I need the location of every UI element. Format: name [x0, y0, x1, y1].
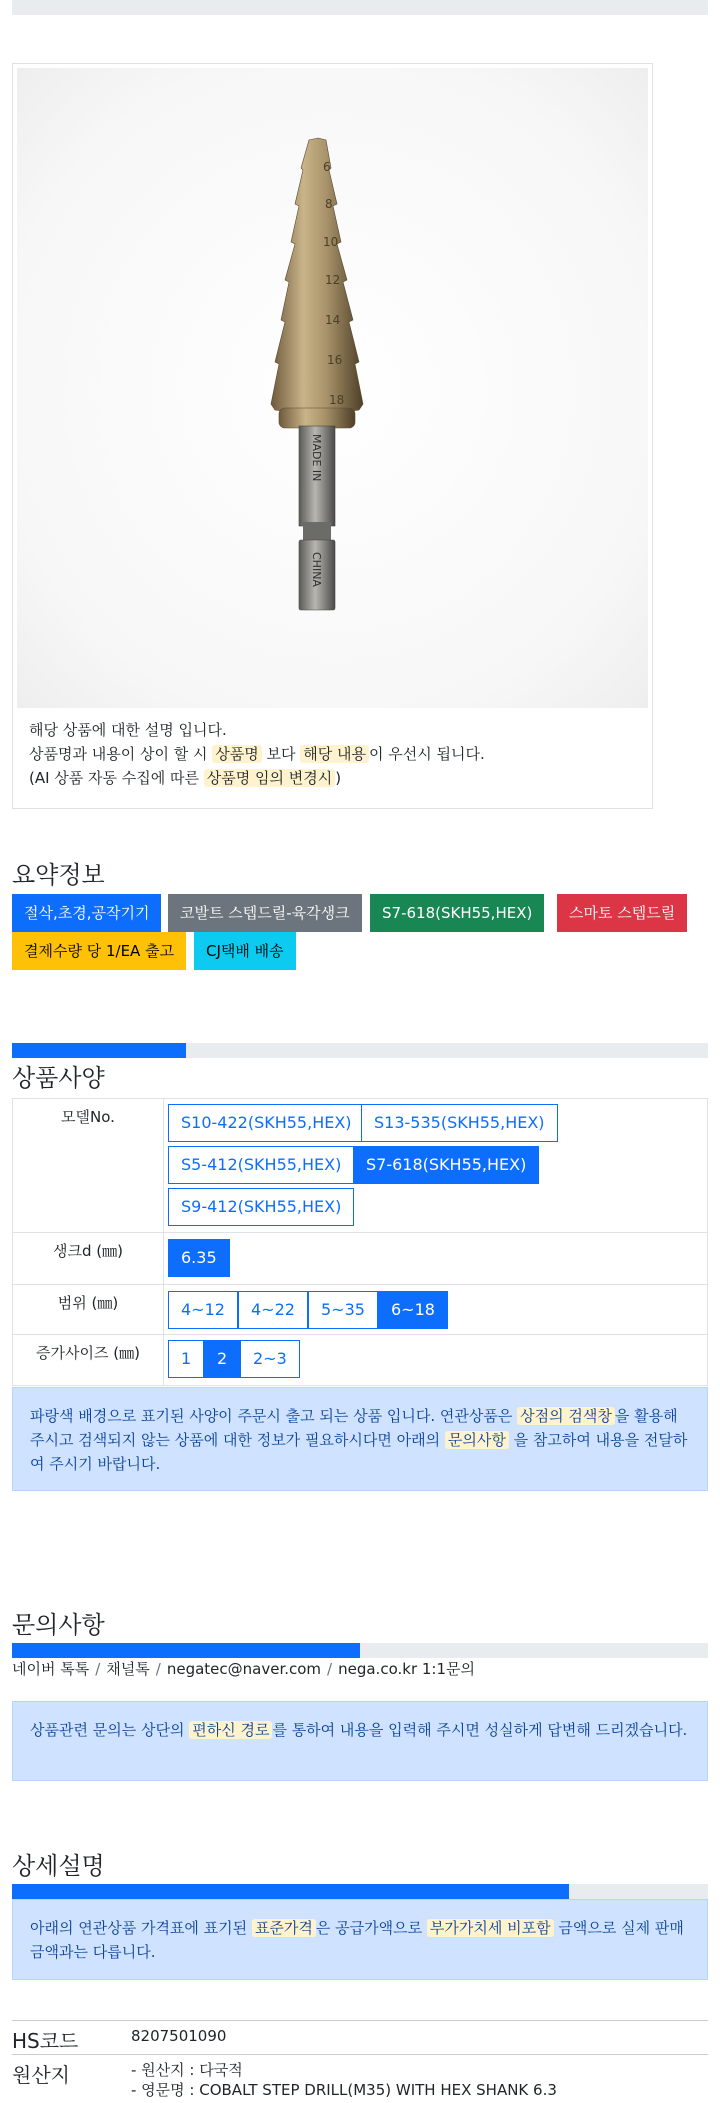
image-caption	[29, 718, 639, 790]
inquiry-title: 문의사항	[12, 1611, 105, 1639]
badge-shipping: CJ택배 배송	[194, 932, 296, 970]
badge-brand: 스마토 스텝드릴	[557, 894, 687, 932]
spec-notice	[12, 1387, 708, 1491]
highlight-route: 편하신 경로	[189, 1721, 272, 1739]
info-line: 8207501090	[131, 2027, 227, 2045]
highlight-vat: 부가가치세 비포함	[427, 1919, 554, 1937]
detail-notice	[12, 1899, 708, 1980]
contact-channel-talk[interactable]: 채널톡	[106, 1660, 150, 1678]
spec-label: 생크d (㎜)	[12, 1233, 164, 1284]
option-range[interactable]: 5~35	[308, 1291, 378, 1329]
notice-text: 금액으로 실제 판매금액과는 다릅니다.	[30, 1919, 684, 1961]
badge-quantity: 결제수량 당 1/EA 출고	[12, 932, 186, 970]
spec-options	[164, 1233, 708, 1284]
caption-text: 보다	[261, 745, 301, 763]
inquiry-progress-bar	[12, 1643, 708, 1658]
step-mark: 8	[325, 197, 333, 211]
detail-title: 상세설명	[12, 1852, 105, 1880]
info-row-hs-code	[12, 2020, 708, 2054]
separator: /	[155, 1660, 161, 1678]
option-model[interactable]: S9-412(SKH55,HEX)	[168, 1188, 354, 1226]
step-drill-illustration	[17, 68, 648, 708]
option-range-selected[interactable]: 6~18	[378, 1291, 448, 1329]
spec-progress-fill	[12, 1043, 186, 1058]
option-model-selected[interactable]: S7-618(SKH55,HEX)	[353, 1146, 539, 1184]
summary-title: 요약정보	[12, 861, 105, 889]
step-mark: 16	[327, 353, 343, 367]
info-line: - 원산지 : 다국적	[131, 2061, 243, 2079]
spec-row-step	[12, 1334, 708, 1386]
notice-text: 아래의 연관상품 가격표에 표기된	[30, 1919, 252, 1937]
spec-options	[164, 1335, 708, 1385]
notice-text: 은 공급가액으로	[315, 1919, 427, 1937]
option-shank-selected[interactable]: 6.35	[168, 1239, 230, 1277]
spec-label: 범위 (㎜)	[12, 1285, 164, 1334]
highlight-inquiry: 문의사항	[445, 1431, 509, 1449]
option-step[interactable]: 2~3	[240, 1340, 300, 1378]
spec-options	[164, 1285, 708, 1334]
spec-row-shank	[12, 1232, 708, 1284]
option-model[interactable]: S13-535(SKH55,HEX)	[361, 1104, 558, 1142]
contact-email[interactable]: negatec@naver.com	[166, 1660, 322, 1678]
notice-text: 상품관련 문의는 상단의	[30, 1721, 190, 1739]
option-range[interactable]: 4~22	[238, 1291, 308, 1329]
caption-line	[29, 742, 639, 766]
step-mark: 12	[325, 273, 341, 287]
notice-text: 을 활용해 주시고 검색되지 않는 상품에 대한 정보가 필요하시다면 아래의	[30, 1407, 678, 1449]
notice-text: 파랑색 배경으로 표기된 사양이 주문시 출고 되는 상품 입니다. 연관상품은	[30, 1407, 518, 1425]
spec-row-range	[12, 1284, 708, 1334]
separator: /	[95, 1660, 101, 1678]
caption-text: )	[335, 769, 342, 787]
highlight-name-change: 상품명 임의 변경시	[204, 769, 335, 787]
step-mark: 6	[323, 160, 331, 174]
caption-text: 이 우선시 됩니다.	[368, 745, 485, 763]
top-bar	[12, 0, 708, 15]
info-key: 원산지	[12, 2063, 70, 2087]
option-step[interactable]: 1	[168, 1340, 204, 1378]
spec-label: 모델No.	[12, 1099, 164, 1232]
separator: /	[327, 1660, 333, 1678]
shank-text-made-in: MADE IN	[310, 434, 323, 482]
highlight-search: 상점의 검색창	[517, 1407, 615, 1425]
detail-progress-fill	[12, 1884, 569, 1899]
option-range[interactable]: 4~12	[168, 1291, 238, 1329]
contact-website-qna[interactable]: nega.co.kr 1:1문의	[338, 1660, 475, 1678]
highlight-content: 해당 내용	[300, 745, 369, 763]
detail-progress-bar	[12, 1884, 708, 1899]
info-key: HS코드	[12, 2029, 79, 2053]
badge-category: 절삭,초경,공작기기	[12, 894, 161, 932]
badge-model: S7-618(SKH55,HEX)	[370, 894, 544, 932]
option-model[interactable]: S5-412(SKH55,HEX)	[168, 1146, 354, 1184]
caption-line	[29, 766, 639, 790]
spec-label: 증가사이즈 (㎜)	[12, 1335, 164, 1385]
notice-text: 을 참고하여 내용을 전달하여 주시기 바랍니다.	[30, 1431, 688, 1473]
caption-text: (AI 상품 자동 수집에 따른	[29, 769, 204, 787]
info-value	[131, 2026, 226, 2046]
caption-text: 상품명과 내용이 상이 할 시	[29, 745, 213, 763]
option-step-selected[interactable]: 2	[204, 1340, 240, 1378]
inquiry-progress-fill	[12, 1643, 360, 1658]
notice-text: 를 통하여 내용을 입력해 주시면 성실하게 답변해 드리겠습니다.	[272, 1721, 688, 1739]
inquiry-notice	[12, 1701, 708, 1781]
step-mark: 10	[323, 235, 339, 249]
spec-title: 상품사양	[12, 1064, 105, 1092]
highlight-standard-price: 표준가격	[252, 1919, 316, 1937]
spec-progress-bar	[12, 1043, 708, 1058]
shank-text-china: CHINA	[310, 552, 323, 587]
contact-channels	[12, 1658, 475, 1679]
spec-row-model	[12, 1098, 708, 1232]
info-line: - 영문명 : COBALT STEP DRILL(M35) WITH HEX SHANK 6.3	[131, 2081, 557, 2099]
option-model[interactable]: S10-422(SKH55,HEX)	[168, 1104, 365, 1142]
step-mark: 18	[329, 393, 345, 407]
contact-naver-talk[interactable]: 네이버 톡톡	[12, 1660, 90, 1678]
info-value	[131, 2060, 557, 2100]
product-image	[17, 68, 648, 708]
highlight-product-name: 상품명	[212, 745, 261, 763]
badge-product-line: 코발트 스텝드릴-육각생크	[168, 894, 362, 932]
info-row-origin	[12, 2054, 708, 2103]
product-image-card	[12, 63, 653, 809]
caption-line: 해당 상품에 대한 설명 입니다.	[29, 721, 227, 739]
spec-options	[164, 1099, 708, 1232]
step-mark: 14	[325, 313, 341, 327]
